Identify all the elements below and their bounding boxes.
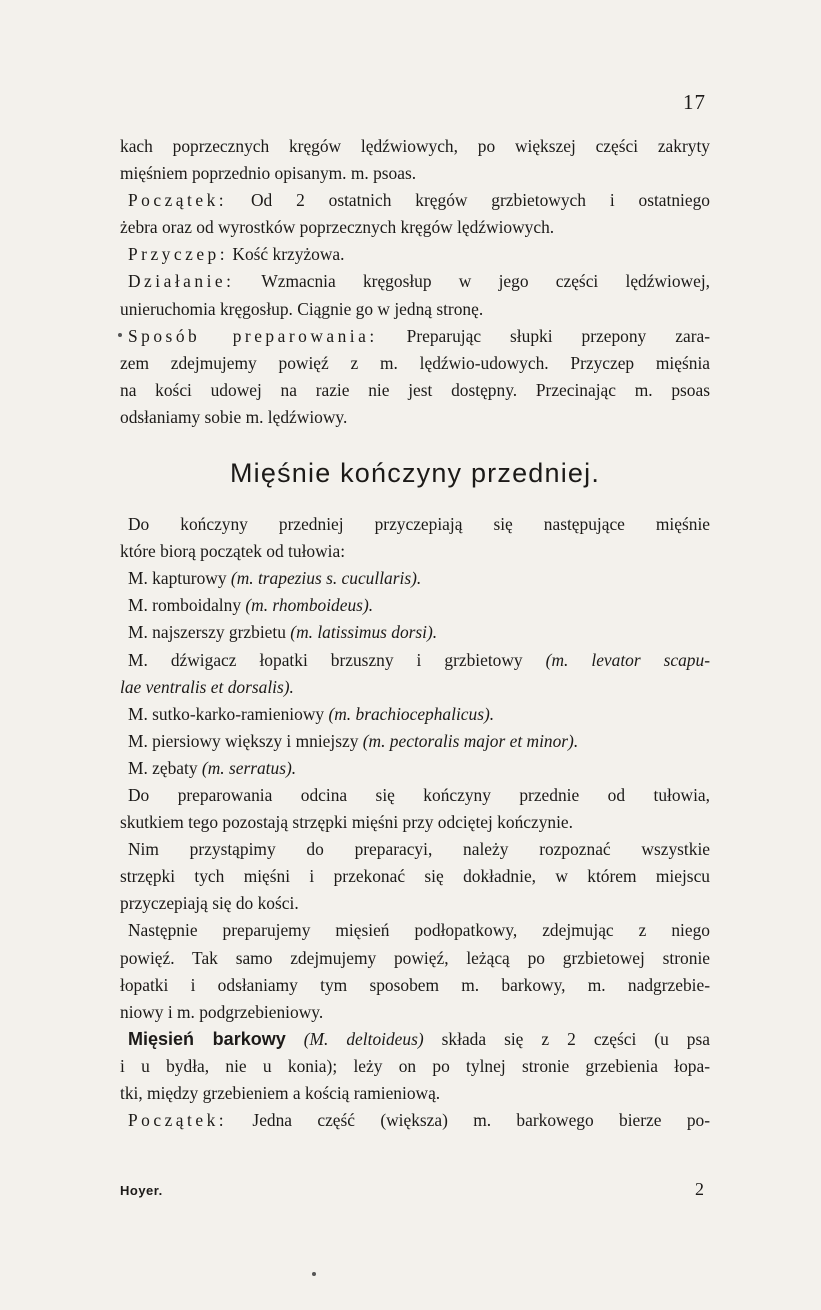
- text-line: [120, 268, 710, 295]
- sheet-number: 2: [695, 1179, 704, 1199]
- text-span: składa się z 2 części (u psa: [423, 1028, 710, 1049]
- muscle-item: [120, 701, 710, 728]
- text-line: skutkiem tego pozostają strzępki mięśni przy odciętej kończynie.: [120, 812, 573, 833]
- barkowy-paragraph: [120, 1026, 710, 1107]
- przyczep-paragraph: [120, 241, 710, 268]
- muscle-name: M. dźwigacz łopatki brzuszny i grzbietowy: [128, 649, 523, 670]
- text-line: żebra oraz od wyrostków poprzecznych kręgów lędźwiowych.: [120, 217, 555, 238]
- text-line: które biorą początek od tułowia:: [120, 541, 346, 562]
- muscle-item: [120, 647, 710, 674]
- muscle-item: [120, 755, 710, 782]
- prep-paragraph: [120, 782, 710, 836]
- nim-paragraph: [120, 836, 710, 917]
- muscle-name: M. zębaty: [128, 757, 198, 778]
- text-line: odsłaniamy sobie m. lędźwiowy.: [120, 406, 348, 427]
- spaced-label: Początek:: [128, 190, 228, 211]
- muscle-latin: (m. levator scapu-: [545, 649, 710, 670]
- text-span: Kość krzyżowa.: [228, 244, 345, 265]
- muscle-latin: (M. deltoideus): [303, 1028, 424, 1049]
- muscle-latin: (m. latissimus dorsi).: [290, 622, 438, 643]
- muscle-item: [120, 565, 710, 592]
- text-line: kach poprzecznych kręgów lędźwiowych, po większej części zakryty: [120, 136, 710, 156]
- muscle-latin: (m. rhomboideus).: [245, 595, 374, 616]
- muscle-name: M. kapturowy: [128, 568, 227, 589]
- spaced-label: Działanie:: [128, 271, 235, 292]
- muscle-latin: lae ventralis et dorsalis).: [120, 676, 294, 697]
- muscle-list: [120, 565, 710, 782]
- text-line: Do preparowania odcina się kończyny przednie od tułowia,: [128, 784, 710, 805]
- section-heading: Mięśnie kończyny przedniej.: [229, 458, 601, 489]
- intro-paragraph: [120, 511, 710, 565]
- text-line: łopatki i odsłaniamy tym sposobem m. barkowy, m. nadgrzebie-: [120, 974, 710, 995]
- text-line: zem zdejmujemy powięź z m. lędźwio-udowych. Przyczep mięśnia: [120, 352, 710, 373]
- text-line: Do kończyny przedniej przyczepiają się następujące mięśnie: [128, 514, 710, 535]
- dzialanie-paragraph: [120, 268, 710, 322]
- text-span: Od 2 ostatnich kręgów grzbietowych i ostatniego: [227, 190, 710, 211]
- muscle-title: Mięsień barkowy: [128, 1028, 286, 1049]
- nastepnie-paragraph: [120, 917, 710, 1025]
- text-line: Nim przystąpimy do preparacyi, należy rozpoznać wszystkie: [128, 839, 710, 860]
- margin-speck: [312, 1272, 316, 1276]
- muscle-item: [120, 592, 710, 619]
- text-line: niowy i m. podgrzebieniowy.: [120, 1001, 324, 1022]
- text-line: [120, 187, 710, 214]
- paragraph-continuation: [120, 133, 710, 187]
- text-span: Jedna część (większa) m. barkowego bierze po-: [227, 1110, 710, 1131]
- muscle-item: [120, 728, 710, 755]
- spaced-label: Początek:: [128, 1110, 228, 1131]
- muscle-latin: (m. pectoralis major et minor).: [362, 730, 579, 751]
- muscle-item: [120, 619, 710, 646]
- margin-speck: [118, 333, 122, 337]
- text-line: [120, 1107, 710, 1134]
- text-line: na kości udowej na razie nie jest dostępny. Przecinając m. psoas: [120, 379, 710, 400]
- text-line: [120, 241, 710, 268]
- muscle-name: M. romboidalny: [128, 595, 242, 616]
- text-line: [120, 1026, 710, 1053]
- muscle-latin: (m. trapezius s. cucullaris).: [230, 568, 422, 589]
- muscle-name: M. najszerszy grzbietu: [128, 622, 286, 643]
- muscle-latin: (m. brachiocephalicus).: [328, 703, 495, 724]
- muscle-name: M. piersiowy większy i mniejszy: [128, 730, 359, 751]
- poczatek-paragraph: [120, 187, 710, 241]
- text-line: powięź. Tak samo zdejmujemy powięź, leżącą po grzbietowej stronie: [120, 947, 710, 968]
- muscle-name: M. sutko-karko-ramieniowy: [128, 703, 325, 724]
- page-footer: [120, 1179, 710, 1200]
- page-number: 17: [683, 90, 706, 114]
- text-span: Preparując słupki przepony zara-: [377, 325, 710, 346]
- text-line: [120, 323, 710, 350]
- text-line: i u bydła, nie u konia); leży on po tylnej stronie grzebienia łopa-: [120, 1055, 710, 1076]
- text-line: Następnie preparujemy mięsień podłopatkowy, zdejmując z niego: [128, 920, 710, 941]
- sposob-paragraph: [120, 323, 710, 431]
- muscle-latin: (m. serratus).: [201, 757, 297, 778]
- footer-signature: Hoyer.: [120, 1183, 163, 1198]
- body-text: [120, 133, 710, 1134]
- text-span: Wzmacnia kręgosłup w jego części lędźwiowej,: [234, 271, 710, 292]
- spaced-label: Sposób preparowania:: [128, 325, 378, 346]
- poczatek2-paragraph: [120, 1107, 710, 1134]
- text-line: tki, między grzebieniem a kością ramieniową.: [120, 1083, 441, 1103]
- text-line: strzępki tych mięśni i przekonać się dokładnie, w którem miejscu: [120, 866, 710, 887]
- muscle-item-continued: [120, 674, 710, 701]
- text-line: mięśniem poprzednio opisanym. m. psoas.: [120, 163, 417, 184]
- text-line: przyczepiają się do kości.: [120, 893, 299, 914]
- text-line: unieruchomia kręgosłup. Ciągnie go w jedną stronę.: [120, 298, 484, 319]
- spaced-label: Przyczep:: [128, 244, 229, 265]
